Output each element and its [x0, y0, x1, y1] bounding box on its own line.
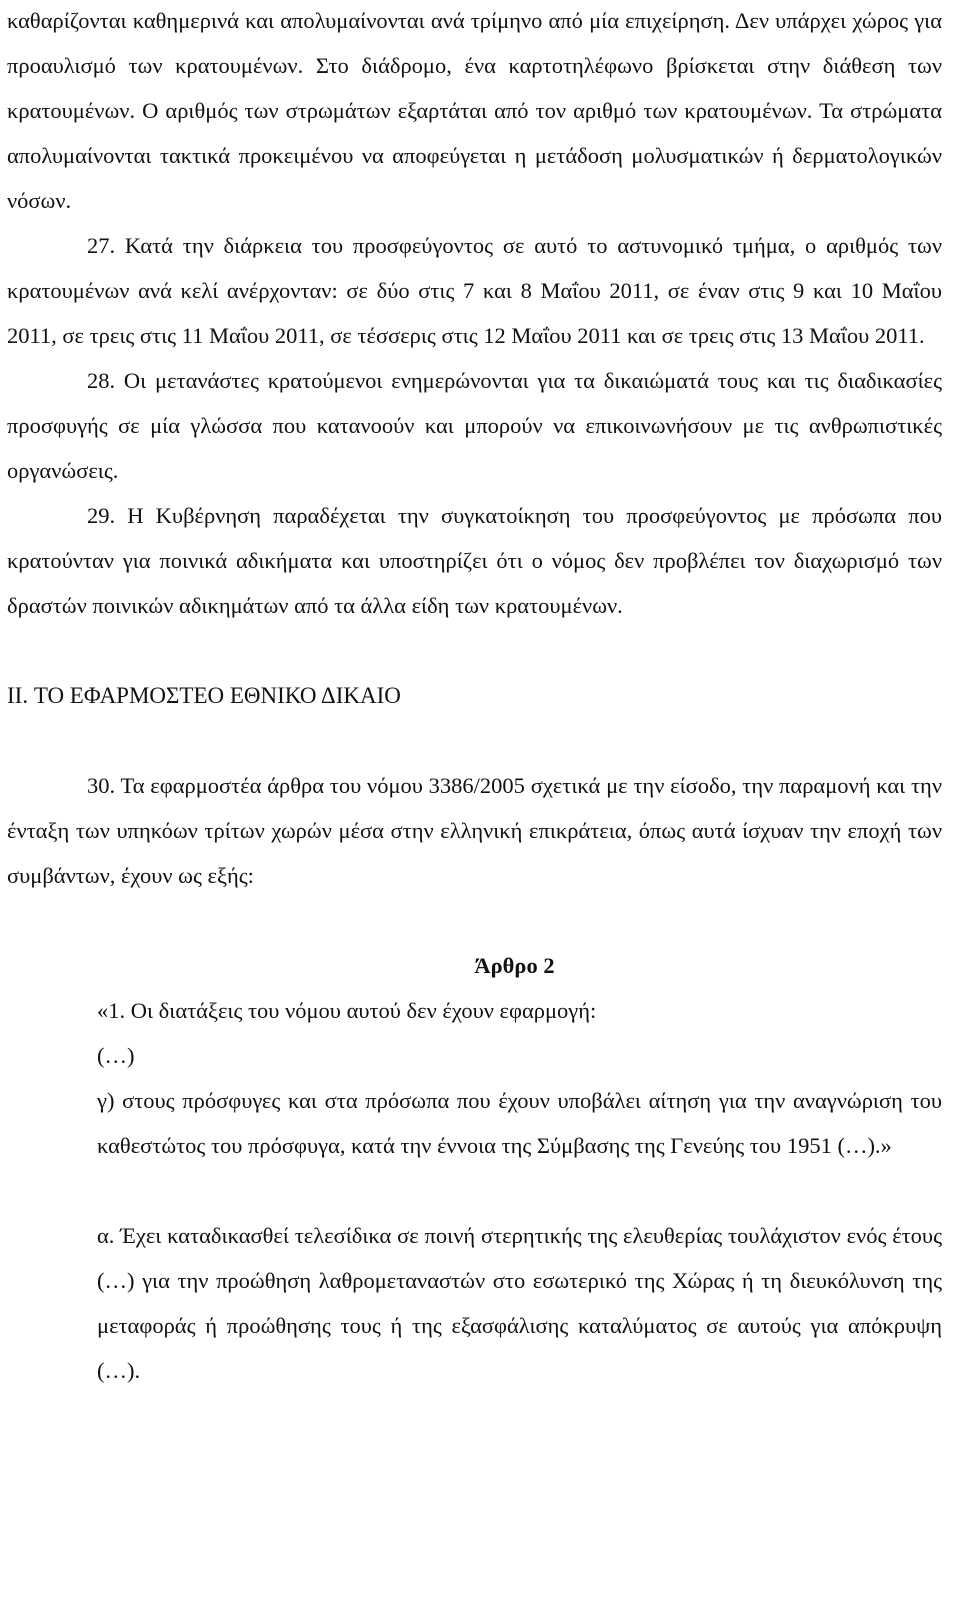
paragraph-29: 29. Η Κυβέρνηση παραδέχεται την συγκατοίκηση του προσφεύγοντος με πρόσωπα που κρατούνταν για ποινικά αδικήματα και υποστηρίζει ότι ο νόμος δεν προβλέπει τον διαχωρισμό των δραστών ποινικών αδικημάτων από τα άλλα είδη των κρατουμένων. — [7, 503, 942, 618]
article-ellipsis: (…) — [97, 1043, 135, 1068]
article-item-a: α. Έχει καταδικασθεί τελεσίδικα σε ποινή στερητικής της ελευθερίας τουλάχιστον ενός έτους (…) για την προώθηση λαθρομεταναστών στο εσωτερικό της Χώρας ή τη διευκόλυνση της μεταφοράς ή προώθησης τους ή της εξασφάλισης καταλύματος σε αυτούς για απόκρυψη (…). — [97, 1223, 942, 1383]
paragraph-28: 28. Οι μετανάστες κρατούμενοι ενημερώνονται για τα δικαιώματά τους και τις διαδικασίες προσφυγής σε μία γλώσσα που κατανοούν και μπορούν να επικοινωνήσουν με τις ανθρωπιστικές οργανώσεις. — [7, 368, 942, 483]
paragraph-27: 27. Κατά την διάρκεια του προσφεύγοντος σε αυτό το αστυνομικό τμήμα, ο αριθμός των κρατουμένων ανά κελί ανέρχονταν: σε δύο στις 7 και 8 Μαΐου 2011, σε έναν στις 9 και 10 Μαΐου 2011, σε τρεις στις 11 Μαΐου 2011, σε τέσσερις στις 12 Μαΐου 2011 και σε τρεις στις 13 Μαΐου 2011. — [7, 233, 942, 348]
article-clause-1: «1. Οι διατάξεις του νόμου αυτού δεν έχουν εφαρμογή: — [97, 998, 597, 1023]
paragraph-26-continued: καθαρίζονται καθημερινά και απολυμαίνονται ανά τρίμηνο από μία επιχείρηση. Δεν υπάρχει χώρος για προαυλισμό των κρατουμένων. Στο διάδρομο, ένα καρτοτηλέφωνο βρίσκεται στην διάθεση των κρατουμένων. Ο αριθμός των στρωμάτων εξαρτάται από τον αριθμό των κρατουμένων. Τα στρώματα απολυμαίνονται τακτικά προκειμένου να αποφεύγεται η μετάδοση μολυσματικών ή δερματολογικών νόσων. — [7, 8, 942, 213]
article-item-g: γ) στους πρόσφυγες και στα πρόσωπα που έχουν υποβάλει αίτηση για την αναγνώριση του καθεστώτος του πρόσφυγα, κατά την έννοια της Σύμβασης της Γενεύης του 1951 (…).» — [97, 1088, 942, 1158]
section-heading: II. ΤΟ ΕΦΑΡΜΟΣΤΕΟ ΕΘΝΙΚΟ ΔΙΚΑΙΟ — [7, 683, 401, 708]
paragraph-30: 30. Τα εφαρμοστέα άρθρα του νόμου 3386/2005 σχετικά με την είσοδο, την παραμονή και την ένταξη των υπηκόων τρίτων χωρών μέσα στην ελληνική επικράτεια, όπως αυτά ίσχυαν την εποχή των συμβάντων, έχουν ως εξής: — [7, 773, 942, 888]
article-title: Άρθρο 2 — [474, 953, 555, 978]
